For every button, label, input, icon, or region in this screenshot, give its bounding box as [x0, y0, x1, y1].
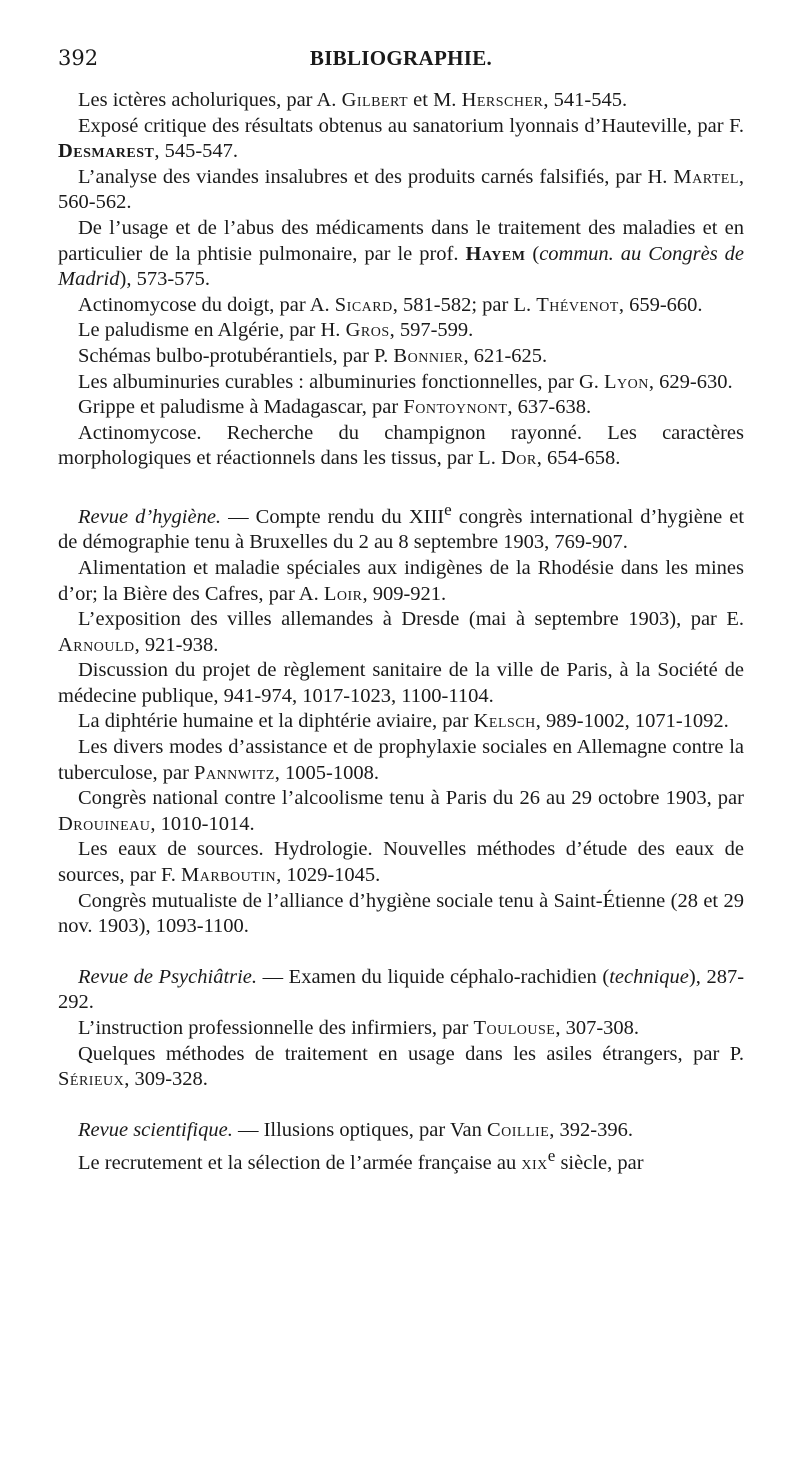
author-name: Gilbert [341, 89, 409, 111]
entry: Actinomycose du doigt, par A. Sicard, 581-582; par L. Thévenot, 659-660. [78, 293, 703, 316]
author-name: Sérieux [58, 1068, 125, 1091]
author-name: Hayem [465, 242, 526, 265]
entry: L’exposition des villes allemandes à Dresde (mai à septembre 1903), par E. Arnould, 921-938. [58, 608, 744, 656]
author-name: Kelsch [473, 710, 536, 733]
section-revue-hygiene [58, 497, 744, 940]
author-name: Dor [500, 447, 537, 470]
entry: Actinomycose. Recherche du champignon rayonné. Les caractères morphologiques et réactionnels dans les tissus, par L. Dor, 654-658. [58, 421, 744, 470]
entry: Revue d’hygiène. — Compte rendu du XIIIe congrès international d’hygiène et de démographie tenu à Bruxelles du 2 au 8 septembre 1903, 769-907. [58, 499, 745, 554]
author-name: Gros [345, 319, 390, 342]
bibliography-body [58, 88, 744, 1177]
running-title: BIBLIOGRAPHIE. [309, 46, 493, 70]
journal-title: Revue de Psychiâtrie. [78, 965, 258, 988]
note: commun. au Congrès de Madrid [58, 242, 744, 291]
page-number: 392 [58, 46, 99, 70]
entry: Le recrutement et la sélection de l’armée française au xix$^e$ siècle, par [78, 1146, 644, 1175]
author-name: Fontoynont [403, 396, 508, 419]
entry: La diphtérie humaine et la diphtérie aviaire, par Kelsch, 989-1002, 1071-1092. [78, 710, 729, 733]
entry: L’instruction professionnelle des infirmiers, par Toulouse, 307-308. [78, 1017, 640, 1040]
century-numeral: xix [521, 1152, 548, 1175]
author-name: Bonnier [393, 344, 464, 367]
section-revue-psychiatrie [58, 965, 744, 1093]
journal-title: Revue d’hygiène. [78, 505, 222, 528]
entry: Revue de Psychiâtrie. — Examen du liquide céphalo-rachidien (technique), 287-292. [58, 965, 745, 1014]
entry: Les divers modes d’assistance et de prophylaxie sociales en Allemagne contre la tuberculose, par Pannwitz, 1005-1008. [58, 736, 744, 784]
note: technique [609, 965, 689, 988]
entry: Congrès mutualiste de l’alliance d’hygiène sociale tenu à Saint-Étienne (28 et 29 nov. 1903), 1093-1100. [58, 889, 744, 938]
author-name: Pannwitz [194, 761, 275, 784]
entry: Les eaux de sources. Hydrologie. Nouvelles méthodes d’étude des eaux de sources, par F. Marboutin, 1029-1045. [58, 838, 744, 887]
entry: Grippe et paludisme à Madagascar, par Fontoynont, 637-638. [78, 396, 592, 419]
page-header [58, 46, 744, 78]
author-name: Marboutin [181, 864, 277, 887]
author-name: Arnould [58, 633, 135, 656]
entry: Exposé critique des résultats obtenus au sanatorium lyonnais d’Hauteville, par F. Desmarest, 545-547. [58, 114, 744, 163]
journal-title: Revue scientifique. [78, 1118, 233, 1141]
author-name: Drouineau [58, 812, 151, 835]
author-name: Desmarest [58, 140, 155, 163]
author-name: Coillie [486, 1118, 550, 1141]
author-name: Sicard [334, 293, 393, 316]
entry: Congrès national contre l’alcoolisme tenu à Paris du 26 au 29 octobre 1903, par Drouineau, 1010-1014. [58, 787, 744, 835]
entry: L’analyse des viandes insalubres et des produits carnés falsifiés, par H. Martel, 560-562. [58, 165, 744, 214]
entry: Les ictères acholuriques, par A. Gilbert et M. Herscher, 541-545. [78, 89, 628, 111]
entry: Discussion du projet de règlement sanitaire de la ville de Paris, à la Société de médecine publique, 941-974, 1017-1023, 1100-1104. [58, 659, 744, 707]
entry: Revue scientifique. — Illusions optiques, par Van Coillie, 392-396. [78, 1118, 633, 1141]
entry: Quelques méthodes de traitement en usage dans les asiles étrangers, par P. Sérieux, 309-328. [58, 1042, 744, 1091]
section-revue-scientifique [58, 1118, 744, 1177]
author-name: Herscher [461, 89, 544, 111]
author-name: Martel [673, 165, 739, 188]
author-name: Lyon [604, 370, 649, 393]
author-name: Toulouse [473, 1017, 556, 1040]
entry: De l’usage et de l’abus des médicaments dans le traitement des maladies et en particulier de la phtisie pulmonaire, par le prof. Hayem (commun. au Congrès de Madrid), 573-575. [58, 216, 744, 291]
entry: Le paludisme en Algérie, par H. Gros, 597-599. [78, 319, 474, 342]
entry: Schémas bulbo-protubérantiels, par P. Bonnier, 621-625. [78, 344, 548, 367]
author-name: Thévenot [536, 293, 619, 316]
section-continued [58, 88, 744, 472]
author-name: Loir [323, 582, 363, 605]
entry: Les albuminuries curables : albuminuries fonctionnelles, par G. Lyon, 629-630. [78, 370, 733, 393]
entry: Alimentation et maladie spéciales aux indigènes de la Rhodésie dans les mines d’or; la Bière des Cafres, par A. Loir, 909-921. [58, 556, 744, 605]
